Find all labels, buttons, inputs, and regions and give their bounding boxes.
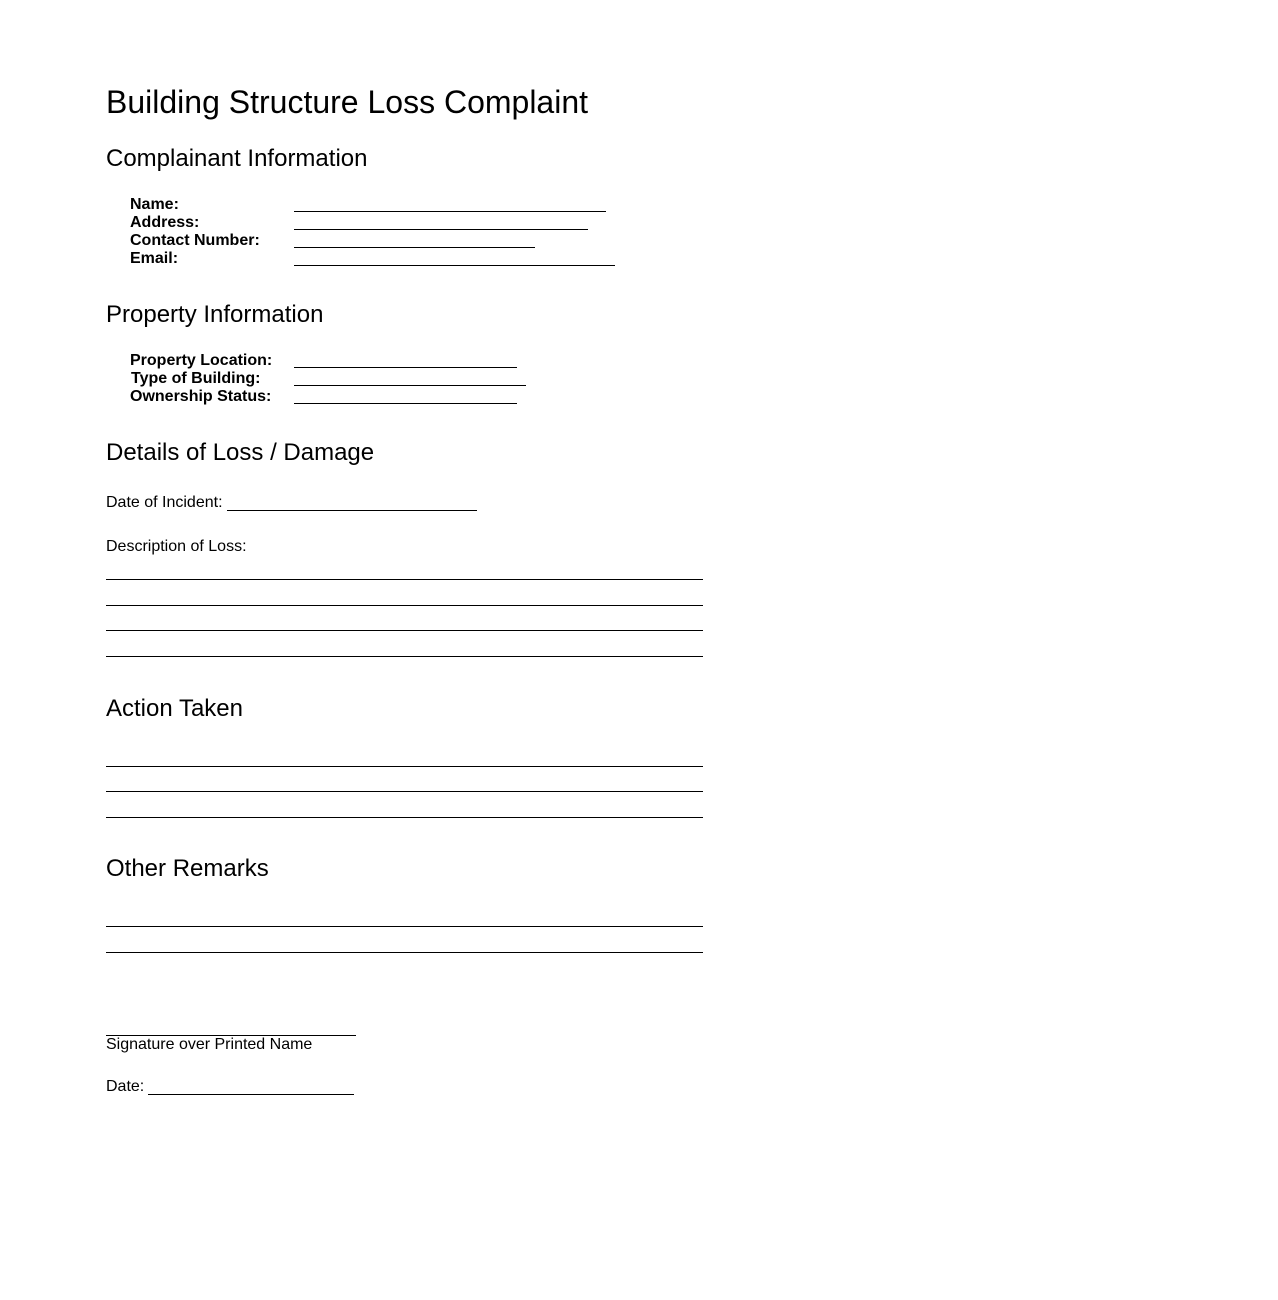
ownership-status-field-line[interactable] <box>294 403 517 404</box>
loss-section-heading: Details of Loss / Damage <box>106 439 375 466</box>
ownership-status-label: Ownership Status: <box>130 388 272 405</box>
action-line[interactable] <box>106 817 703 818</box>
address-field-line[interactable] <box>294 229 588 230</box>
incident-date-field-line[interactable] <box>227 510 477 511</box>
signature-date-label: Date: <box>106 1078 145 1095</box>
description-line[interactable] <box>106 630 703 631</box>
contact-number-label: Contact Number: <box>130 232 260 249</box>
property-location-field-line[interactable] <box>294 367 517 368</box>
incident-date-label: Date of Incident: <box>106 494 223 511</box>
name-field-line[interactable] <box>294 211 606 212</box>
address-label: Address: <box>130 214 200 231</box>
action-line[interactable] <box>106 766 703 767</box>
remarks-line[interactable] <box>106 952 703 953</box>
name-label: Name: <box>130 196 179 213</box>
complainant-section-heading: Complainant Information <box>106 145 368 172</box>
contact-number-field-line[interactable] <box>294 247 535 248</box>
loss-description-label: Description of Loss: <box>106 538 247 555</box>
property-location-label: Property Location: <box>130 352 273 369</box>
email-label: Email: <box>130 250 179 267</box>
description-line[interactable] <box>106 579 703 580</box>
page-title: Building Structure Loss Complaint <box>106 84 589 120</box>
description-line[interactable] <box>106 656 703 657</box>
property-section-heading: Property Information <box>106 301 324 328</box>
action-section-heading: Action Taken <box>106 695 243 722</box>
remarks-line[interactable] <box>106 926 703 927</box>
building-type-label: Type of Building: <box>131 370 261 387</box>
email-field-line[interactable] <box>294 265 615 266</box>
signature-date-field-line[interactable] <box>148 1094 354 1095</box>
description-line[interactable] <box>106 605 703 606</box>
remarks-section-heading: Other Remarks <box>106 855 269 882</box>
building-type-field-line[interactable] <box>294 385 526 386</box>
signature-caption: Signature over Printed Name <box>106 1036 313 1053</box>
action-line[interactable] <box>106 791 703 792</box>
